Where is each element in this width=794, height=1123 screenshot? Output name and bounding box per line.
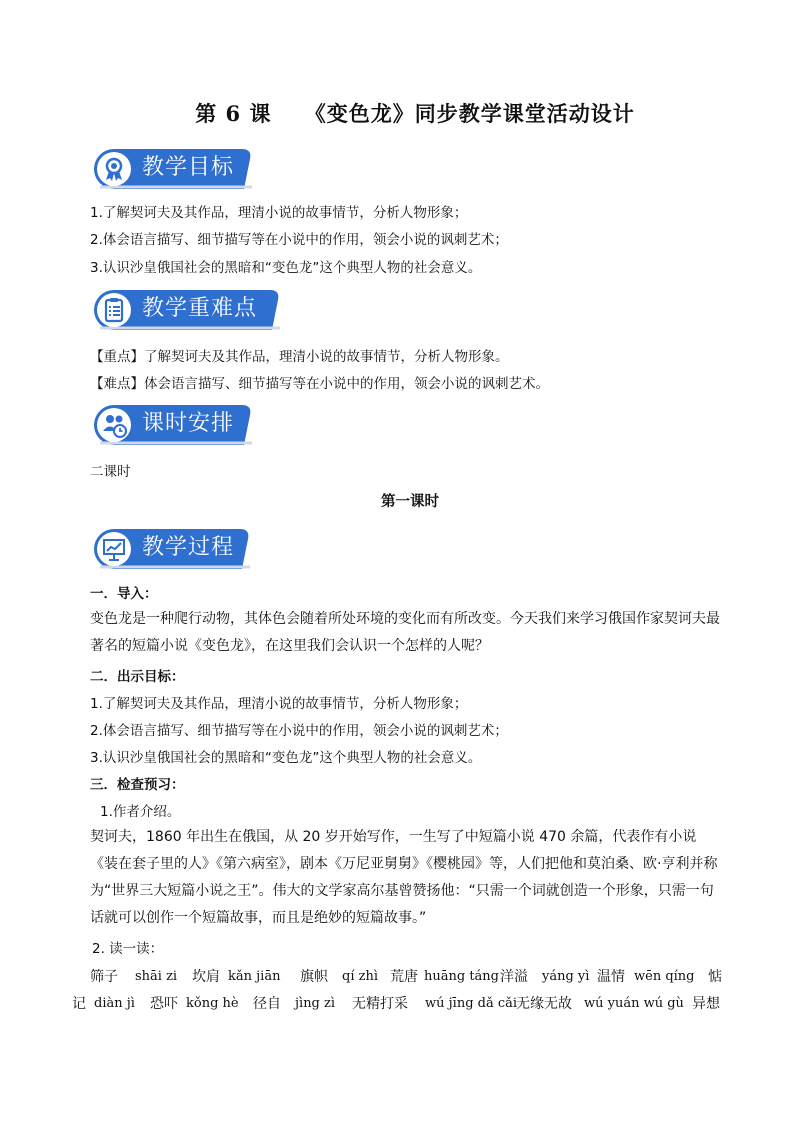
document-title: 第 6 课 《变色龙》同步教学课堂活动设计 bbox=[195, 101, 635, 126]
read-pinyin: yáng yì bbox=[542, 969, 590, 984]
read-word: 无精打采 bbox=[352, 996, 408, 1012]
read-word: 筛子 bbox=[90, 969, 118, 985]
process-goal-3: 3.认识沙皇俄国社会的黑暗和“变色龙”这个典型人物的社会意义。 bbox=[90, 750, 482, 766]
read-word: 荒唐 bbox=[390, 969, 418, 985]
banner-key-points bbox=[92, 288, 282, 332]
process-goal-2: 2.体会语言描写、细节描写等在小说中的作用，领会小说的讽刺艺术； bbox=[90, 723, 508, 739]
banner-label: 教学重难点 bbox=[142, 296, 258, 321]
read-word: 记 bbox=[72, 996, 86, 1012]
award-ribbon-icon bbox=[96, 151, 132, 187]
read-word: 旗帜 bbox=[300, 969, 328, 985]
banner-label: 教学过程 bbox=[142, 535, 235, 560]
intro-text: 变色龙是一种爬行动物，其体色会随着所处环境的变化而有所改变。今天我们来学习俄国作家契诃夫最著名的短篇小说《变色龙》，在这里我们会认识一个怎样的人呢？ bbox=[90, 611, 720, 654]
author-heading: 1.作者介绍。 bbox=[100, 804, 181, 820]
people-clock-icon bbox=[96, 407, 132, 443]
read-pinyin: diàn jì bbox=[94, 996, 135, 1011]
goal-item-3: 3.认识沙皇俄国社会的黑暗和“变色龙”这个典型人物的社会意义。 bbox=[90, 260, 482, 276]
difficult-point: 【难点】体会语言描写、细节描写等在小说中的作用，领会小说的讽刺艺术。 bbox=[90, 376, 549, 392]
presentation-chart-icon bbox=[96, 531, 132, 567]
read-pinyin: huāng táng bbox=[424, 969, 499, 984]
key-point: 【重点】了解契诃夫及其作品，理清小说的故事情节，分析人物形象。 bbox=[90, 349, 509, 365]
first-period-heading: 第一课时 bbox=[381, 494, 439, 510]
read-word: 无缘无故 bbox=[516, 996, 572, 1012]
goals-heading: 二．出示目标： bbox=[90, 669, 185, 685]
preview-heading: 三．检查预习： bbox=[90, 777, 185, 793]
read-word: 恐吓 bbox=[150, 996, 178, 1012]
read-word: 洋溢 bbox=[500, 969, 528, 985]
goal-item-1: 1.了解契诃夫及其作品，理清小说的故事情节，分析人物形象； bbox=[90, 205, 468, 221]
read-word: 坎肩 bbox=[192, 969, 220, 985]
banner-schedule bbox=[92, 403, 254, 447]
banner-label: 课时安排 bbox=[142, 411, 235, 436]
read-word: 温情 bbox=[597, 969, 625, 985]
banner-process bbox=[92, 527, 252, 571]
read-pinyin: kǎn jiān bbox=[228, 969, 281, 984]
goal-item-2: 2.体会语言描写、细节描写等在小说中的作用，领会小说的讽刺艺术； bbox=[90, 232, 508, 248]
read-pinyin: wēn qíng bbox=[634, 969, 695, 984]
clipboard-checklist-icon bbox=[96, 292, 132, 328]
read-pinyin: kǒng hè bbox=[186, 996, 239, 1011]
read-pinyin: jìng zì bbox=[295, 996, 336, 1011]
banner-label: 教学目标 bbox=[142, 155, 235, 180]
schedule-text: 二课时 bbox=[90, 464, 131, 480]
read-word: 惦 bbox=[708, 969, 722, 985]
read-pinyin: wú jīng dǎ cǎi bbox=[425, 996, 518, 1011]
read-word: 异想 bbox=[692, 996, 720, 1012]
read-pinyin: wú yuán wú gù bbox=[584, 996, 684, 1011]
read-pinyin: shāi zi bbox=[135, 969, 178, 984]
banner-teaching-goals bbox=[92, 147, 254, 191]
read-pinyin: qí zhì bbox=[342, 969, 378, 984]
intro-heading: 一．导入： bbox=[90, 586, 158, 602]
read-heading: 2. 读一读： bbox=[92, 941, 164, 957]
process-goal-1: 1.了解契诃夫及其作品，理清小说的故事情节，分析人物形象； bbox=[90, 696, 468, 712]
read-word: 径自 bbox=[253, 996, 281, 1012]
author-text: 契诃夫，1860 年出生在俄国，从 20 岁开始写作，一生写了中短篇小说 470 余篇，代表作有小说《装在套子里的人》《第六病室》，剧本《万尼亚舅舅》《樱桃园》等，人们把他和莫泊桑、欧·亨利并称为“世界三大短篇小说之王”。伟大的文学家高尔基曾赞扬他：“只需一个词就创造一个形象，只需一句话就可以创作一个短篇故事，而且是绝妙的短篇故事。” bbox=[90, 829, 718, 926]
